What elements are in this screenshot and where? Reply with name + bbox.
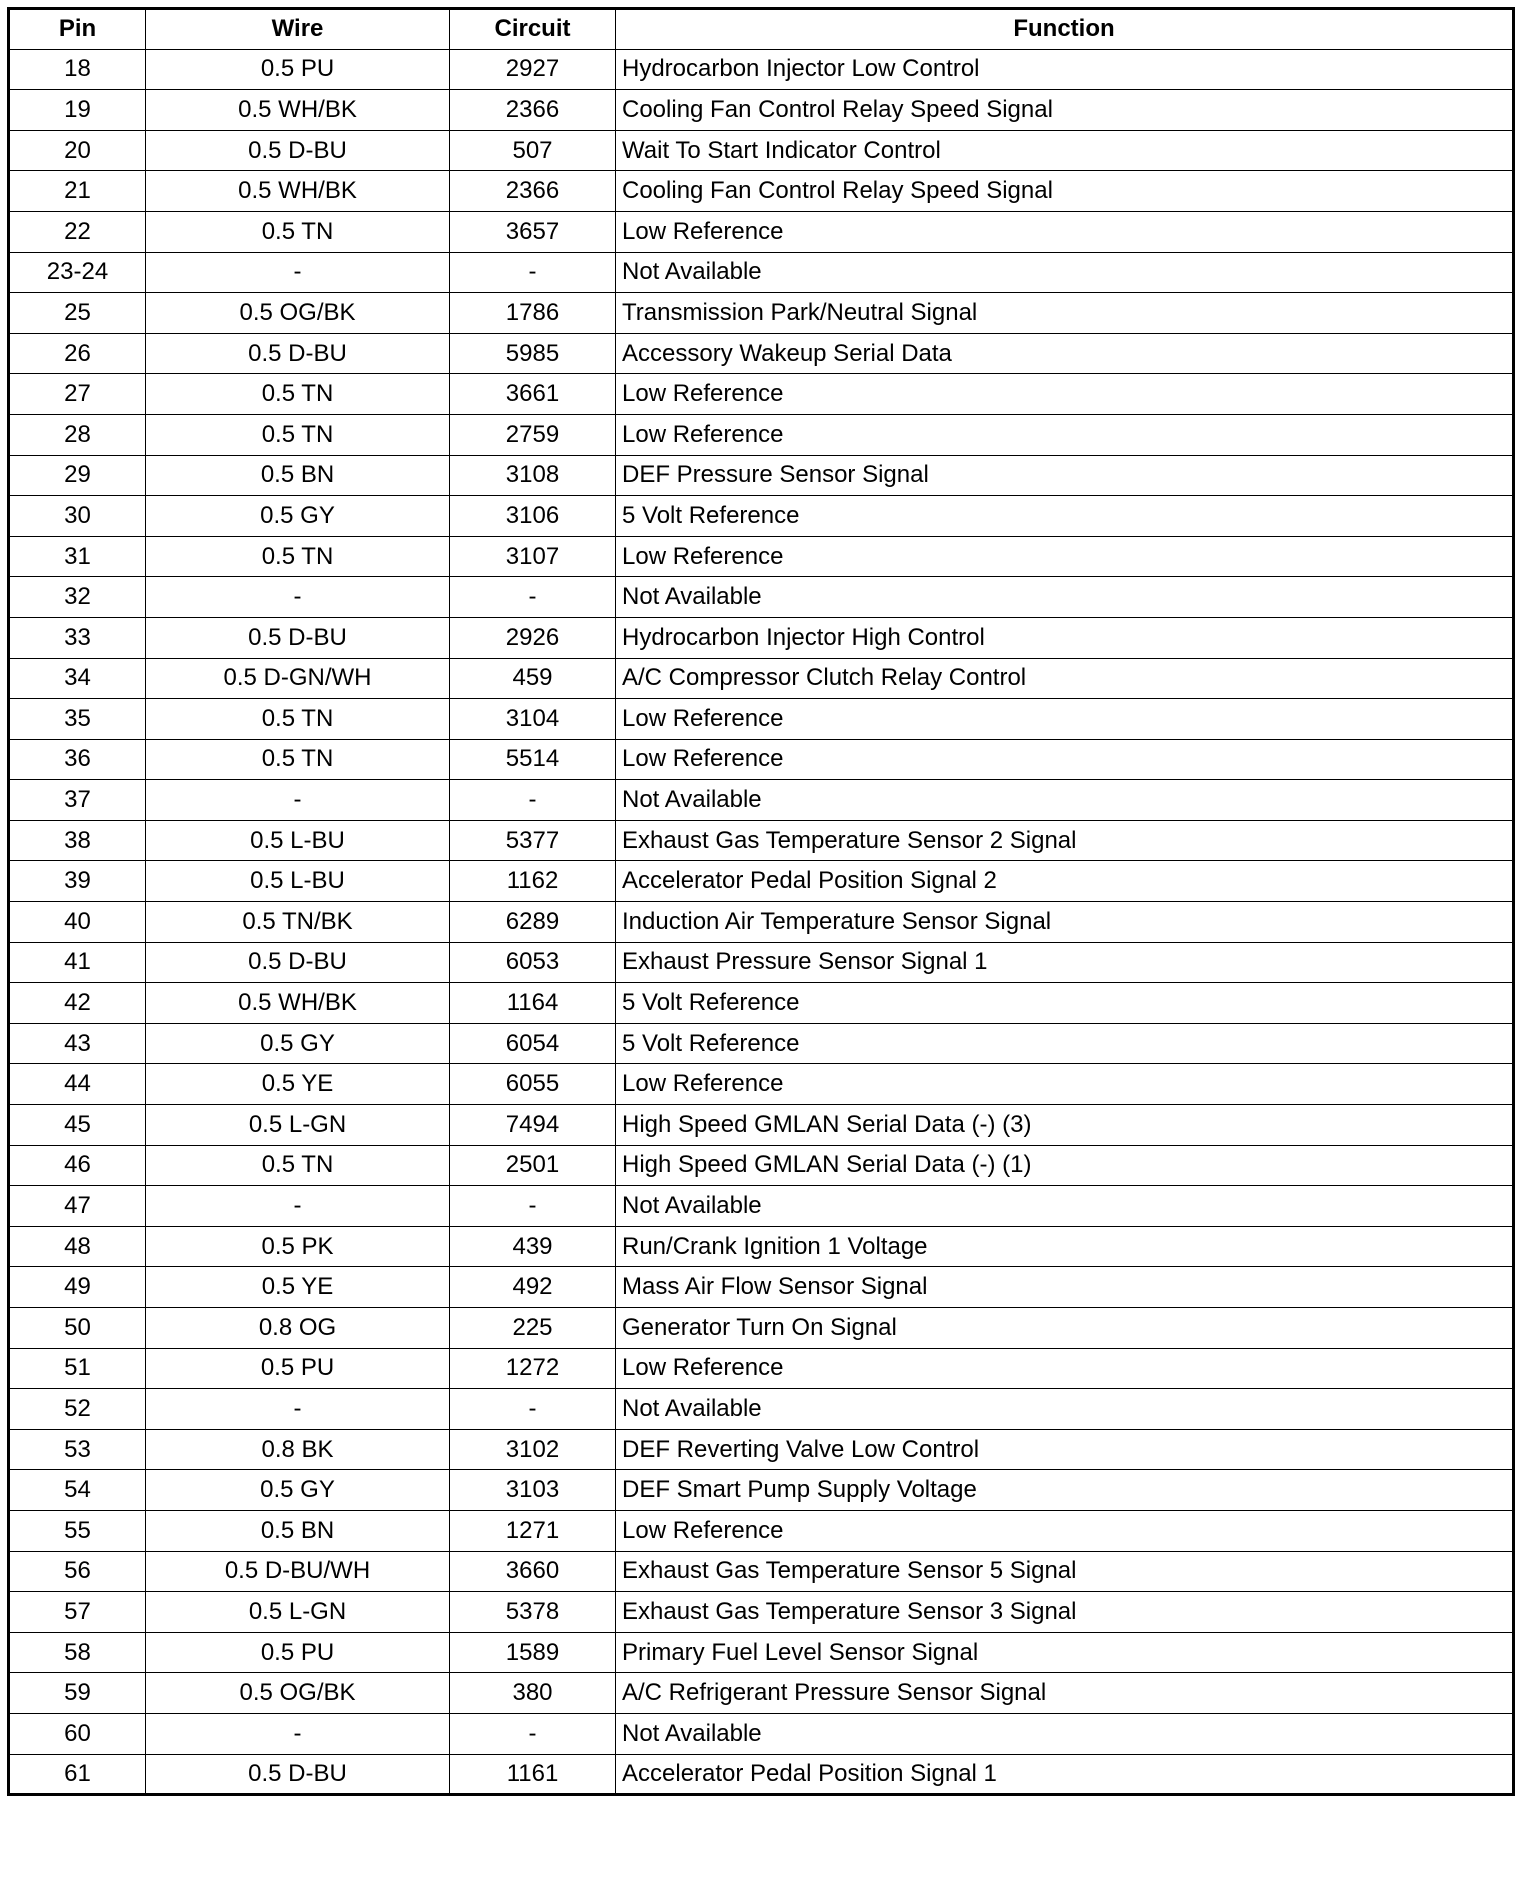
cell-function: Not Available <box>616 1186 1514 1227</box>
cell-function: Wait To Start Indicator Control <box>616 130 1514 171</box>
cell-pin: 45 <box>9 1105 146 1146</box>
cell-wire: - <box>146 780 450 821</box>
cell-pin: 40 <box>9 902 146 943</box>
cell-function: Low Reference <box>616 1064 1514 1105</box>
cell-function: 5 Volt Reference <box>616 983 1514 1024</box>
cell-wire: - <box>146 252 450 293</box>
table-row <box>9 496 1514 537</box>
table-row <box>9 1389 1514 1430</box>
table-row <box>9 1064 1514 1105</box>
table-row <box>9 414 1514 455</box>
cell-circuit: 5378 <box>450 1592 616 1633</box>
cell-wire: 0.5 TN <box>146 699 450 740</box>
cell-pin: 43 <box>9 1023 146 1064</box>
table-body <box>9 49 1514 1795</box>
table-row <box>9 1470 1514 1511</box>
cell-wire: - <box>146 1389 450 1430</box>
cell-circuit: 6054 <box>450 1023 616 1064</box>
cell-wire: 0.5 PU <box>146 49 450 90</box>
cell-pin: 61 <box>9 1754 146 1795</box>
cell-circuit: 225 <box>450 1308 616 1349</box>
cell-wire: 0.5 L-GN <box>146 1105 450 1146</box>
cell-function: Low Reference <box>616 1348 1514 1389</box>
table-row <box>9 617 1514 658</box>
cell-function: DEF Reverting Valve Low Control <box>616 1429 1514 1470</box>
cell-pin: 18 <box>9 49 146 90</box>
cell-circuit: - <box>450 252 616 293</box>
cell-function: Low Reference <box>616 739 1514 780</box>
cell-circuit: 492 <box>450 1267 616 1308</box>
table-row <box>9 1348 1514 1389</box>
cell-pin: 41 <box>9 942 146 983</box>
cell-wire: 0.5 WH/BK <box>146 983 450 1024</box>
cell-circuit: 3108 <box>450 455 616 496</box>
cell-function: Low Reference <box>616 414 1514 455</box>
table-row <box>9 1429 1514 1470</box>
cell-circuit: 1164 <box>450 983 616 1024</box>
cell-pin: 19 <box>9 90 146 131</box>
header-row <box>9 9 1514 50</box>
cell-pin: 30 <box>9 496 146 537</box>
cell-circuit: 2366 <box>450 171 616 212</box>
cell-wire: 0.5 L-BU <box>146 861 450 902</box>
cell-pin: 39 <box>9 861 146 902</box>
cell-function: Primary Fuel Level Sensor Signal <box>616 1632 1514 1673</box>
table-row <box>9 1713 1514 1754</box>
table-row <box>9 780 1514 821</box>
cell-function: Not Available <box>616 577 1514 618</box>
cell-circuit: 1589 <box>450 1632 616 1673</box>
cell-wire: 0.5 D-BU <box>146 617 450 658</box>
cell-function: 5 Volt Reference <box>616 496 1514 537</box>
cell-pin: 42 <box>9 983 146 1024</box>
cell-wire: - <box>146 577 450 618</box>
table-row <box>9 820 1514 861</box>
table-row <box>9 1510 1514 1551</box>
cell-function: Generator Turn On Signal <box>616 1308 1514 1349</box>
cell-function: Induction Air Temperature Sensor Signal <box>616 902 1514 943</box>
cell-circuit: 7494 <box>450 1105 616 1146</box>
cell-function: High Speed GMLAN Serial Data (-) (1) <box>616 1145 1514 1186</box>
cell-circuit: 5377 <box>450 820 616 861</box>
cell-pin: 20 <box>9 130 146 171</box>
table-row <box>9 130 1514 171</box>
table-row <box>9 1186 1514 1227</box>
cell-pin: 26 <box>9 333 146 374</box>
cell-wire: 0.5 TN <box>146 211 450 252</box>
table-row <box>9 1226 1514 1267</box>
table-row <box>9 1754 1514 1795</box>
cell-wire: 0.5 GY <box>146 496 450 537</box>
cell-circuit: 3102 <box>450 1429 616 1470</box>
table-row <box>9 1267 1514 1308</box>
cell-function: Mass Air Flow Sensor Signal <box>616 1267 1514 1308</box>
cell-wire: 0.5 PU <box>146 1632 450 1673</box>
cell-circuit: 6053 <box>450 942 616 983</box>
cell-wire: 0.5 BN <box>146 1510 450 1551</box>
cell-pin: 50 <box>9 1308 146 1349</box>
cell-circuit: 439 <box>450 1226 616 1267</box>
cell-wire: 0.5 YE <box>146 1064 450 1105</box>
cell-circuit: - <box>450 1389 616 1430</box>
cell-function: Exhaust Gas Temperature Sensor 2 Signal <box>616 820 1514 861</box>
cell-circuit: 5985 <box>450 333 616 374</box>
cell-function: Accelerator Pedal Position Signal 1 <box>616 1754 1514 1795</box>
cell-function: High Speed GMLAN Serial Data (-) (3) <box>616 1105 1514 1146</box>
table-row <box>9 577 1514 618</box>
pinout-table <box>7 7 1515 1796</box>
cell-function: A/C Compressor Clutch Relay Control <box>616 658 1514 699</box>
table-row <box>9 252 1514 293</box>
cell-function: Low Reference <box>616 211 1514 252</box>
cell-pin: 36 <box>9 739 146 780</box>
cell-circuit: 1271 <box>450 1510 616 1551</box>
table-row <box>9 658 1514 699</box>
cell-circuit: 3661 <box>450 374 616 415</box>
cell-circuit: 459 <box>450 658 616 699</box>
table-row <box>9 455 1514 496</box>
cell-wire: 0.5 WH/BK <box>146 171 450 212</box>
cell-wire: 0.5 YE <box>146 1267 450 1308</box>
cell-circuit: 3106 <box>450 496 616 537</box>
cell-wire: 0.5 GY <box>146 1470 450 1511</box>
cell-function: Cooling Fan Control Relay Speed Signal <box>616 90 1514 131</box>
table-row <box>9 90 1514 131</box>
cell-circuit: 3107 <box>450 536 616 577</box>
cell-circuit: - <box>450 1186 616 1227</box>
cell-circuit: 6289 <box>450 902 616 943</box>
cell-wire: 0.5 PK <box>146 1226 450 1267</box>
table-row <box>9 1673 1514 1714</box>
cell-wire: 0.5 TN/BK <box>146 902 450 943</box>
cell-function: Not Available <box>616 1713 1514 1754</box>
cell-pin: 29 <box>9 455 146 496</box>
cell-pin: 27 <box>9 374 146 415</box>
cell-function: Exhaust Pressure Sensor Signal 1 <box>616 942 1514 983</box>
cell-wire: 0.5 L-BU <box>146 820 450 861</box>
table-row <box>9 1632 1514 1673</box>
cell-pin: 32 <box>9 577 146 618</box>
cell-function: Not Available <box>616 252 1514 293</box>
cell-function: DEF Pressure Sensor Signal <box>616 455 1514 496</box>
cell-function: Not Available <box>616 1389 1514 1430</box>
table-row <box>9 1308 1514 1349</box>
cell-pin: 53 <box>9 1429 146 1470</box>
table-row <box>9 1023 1514 1064</box>
cell-pin: 28 <box>9 414 146 455</box>
cell-circuit: 507 <box>450 130 616 171</box>
cell-pin: 47 <box>9 1186 146 1227</box>
cell-function: Low Reference <box>616 536 1514 577</box>
cell-pin: 44 <box>9 1064 146 1105</box>
cell-circuit: 3657 <box>450 211 616 252</box>
table-row <box>9 983 1514 1024</box>
cell-wire: 0.5 GY <box>146 1023 450 1064</box>
cell-circuit: - <box>450 1713 616 1754</box>
cell-wire: 0.5 TN <box>146 414 450 455</box>
cell-pin: 21 <box>9 171 146 212</box>
cell-pin: 55 <box>9 1510 146 1551</box>
cell-pin: 52 <box>9 1389 146 1430</box>
cell-pin: 59 <box>9 1673 146 1714</box>
cell-wire: 0.5 D-BU <box>146 942 450 983</box>
cell-pin: 57 <box>9 1592 146 1633</box>
table-row <box>9 211 1514 252</box>
cell-pin: 33 <box>9 617 146 658</box>
cell-circuit: 5514 <box>450 739 616 780</box>
cell-function: Transmission Park/Neutral Signal <box>616 293 1514 334</box>
table-row <box>9 1592 1514 1633</box>
table-row <box>9 861 1514 902</box>
cell-pin: 25 <box>9 293 146 334</box>
cell-circuit: 1162 <box>450 861 616 902</box>
cell-circuit: 2366 <box>450 90 616 131</box>
cell-pin: 56 <box>9 1551 146 1592</box>
header-wire: Wire <box>146 9 450 50</box>
cell-function: Accelerator Pedal Position Signal 2 <box>616 861 1514 902</box>
cell-pin: 38 <box>9 820 146 861</box>
cell-circuit: 2501 <box>450 1145 616 1186</box>
cell-wire: 0.5 BN <box>146 455 450 496</box>
cell-wire: 0.5 TN <box>146 374 450 415</box>
cell-function: 5 Volt Reference <box>616 1023 1514 1064</box>
cell-pin: 31 <box>9 536 146 577</box>
cell-wire: 0.5 OG/BK <box>146 1673 450 1714</box>
cell-function: Not Available <box>616 780 1514 821</box>
cell-function: Hydrocarbon Injector High Control <box>616 617 1514 658</box>
cell-circuit: 2927 <box>450 49 616 90</box>
cell-circuit: - <box>450 780 616 821</box>
cell-wire: 0.5 L-GN <box>146 1592 450 1633</box>
cell-wire: 0.5 TN <box>146 739 450 780</box>
cell-function: DEF Smart Pump Supply Voltage <box>616 1470 1514 1511</box>
table-row <box>9 902 1514 943</box>
cell-wire: 0.5 D-GN/WH <box>146 658 450 699</box>
cell-pin: 35 <box>9 699 146 740</box>
table-row <box>9 1145 1514 1186</box>
cell-circuit: 3660 <box>450 1551 616 1592</box>
cell-wire: 0.8 BK <box>146 1429 450 1470</box>
cell-wire: 0.5 OG/BK <box>146 293 450 334</box>
cell-circuit: 1272 <box>450 1348 616 1389</box>
header-circuit: Circuit <box>450 9 616 50</box>
cell-function: Low Reference <box>616 1510 1514 1551</box>
cell-circuit: 1786 <box>450 293 616 334</box>
cell-circuit: 3104 <box>450 699 616 740</box>
cell-function: Low Reference <box>616 699 1514 740</box>
table-row <box>9 699 1514 740</box>
cell-wire: 0.8 OG <box>146 1308 450 1349</box>
table-row <box>9 374 1514 415</box>
cell-wire: 0.5 TN <box>146 1145 450 1186</box>
table-row <box>9 49 1514 90</box>
cell-circuit: 2926 <box>450 617 616 658</box>
cell-function: Hydrocarbon Injector Low Control <box>616 49 1514 90</box>
cell-circuit: 3103 <box>450 1470 616 1511</box>
cell-wire: 0.5 D-BU <box>146 130 450 171</box>
table-row <box>9 536 1514 577</box>
cell-pin: 23-24 <box>9 252 146 293</box>
cell-function: Accessory Wakeup Serial Data <box>616 333 1514 374</box>
cell-function: Exhaust Gas Temperature Sensor 3 Signal <box>616 1592 1514 1633</box>
table-row <box>9 1551 1514 1592</box>
cell-pin: 48 <box>9 1226 146 1267</box>
cell-pin: 51 <box>9 1348 146 1389</box>
cell-pin: 60 <box>9 1713 146 1754</box>
cell-function: Cooling Fan Control Relay Speed Signal <box>616 171 1514 212</box>
cell-circuit: 380 <box>450 1673 616 1714</box>
header-pin: Pin <box>9 9 146 50</box>
cell-wire: 0.5 PU <box>146 1348 450 1389</box>
table-row <box>9 333 1514 374</box>
cell-pin: 46 <box>9 1145 146 1186</box>
cell-circuit: 1161 <box>450 1754 616 1795</box>
cell-pin: 34 <box>9 658 146 699</box>
cell-function: A/C Refrigerant Pressure Sensor Signal <box>616 1673 1514 1714</box>
cell-function: Run/Crank Ignition 1 Voltage <box>616 1226 1514 1267</box>
cell-pin: 22 <box>9 211 146 252</box>
table-row <box>9 739 1514 780</box>
cell-wire: 0.5 D-BU <box>146 1754 450 1795</box>
cell-pin: 37 <box>9 780 146 821</box>
cell-pin: 58 <box>9 1632 146 1673</box>
cell-wire: - <box>146 1186 450 1227</box>
cell-pin: 49 <box>9 1267 146 1308</box>
table-row <box>9 942 1514 983</box>
cell-function: Low Reference <box>616 374 1514 415</box>
cell-circuit: 6055 <box>450 1064 616 1105</box>
cell-circuit: 2759 <box>450 414 616 455</box>
header-function: Function <box>616 9 1514 50</box>
cell-wire: 0.5 WH/BK <box>146 90 450 131</box>
cell-wire: 0.5 D-BU/WH <box>146 1551 450 1592</box>
cell-wire: 0.5 TN <box>146 536 450 577</box>
table-row <box>9 171 1514 212</box>
table-row <box>9 1105 1514 1146</box>
cell-circuit: - <box>450 577 616 618</box>
cell-function: Exhaust Gas Temperature Sensor 5 Signal <box>616 1551 1514 1592</box>
cell-wire: 0.5 D-BU <box>146 333 450 374</box>
table-row <box>9 293 1514 334</box>
cell-pin: 54 <box>9 1470 146 1511</box>
cell-wire: - <box>146 1713 450 1754</box>
